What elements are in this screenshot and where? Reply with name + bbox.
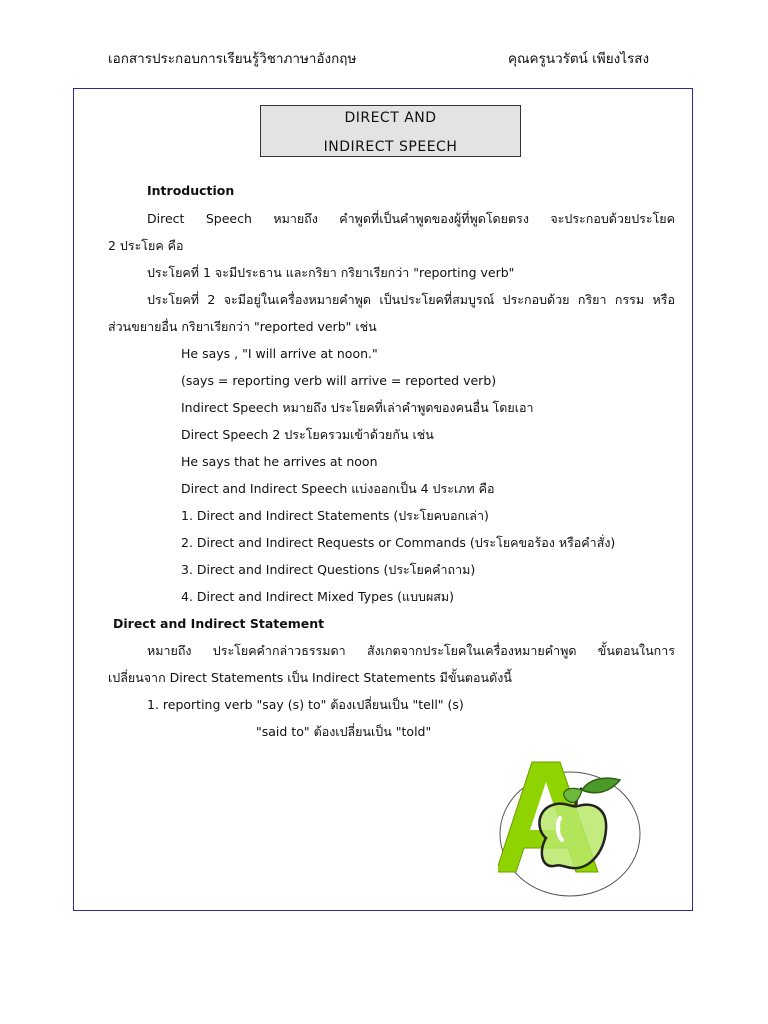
rule-1: 1. reporting verb "say (s) to" ต้องเปลี่ยนเป็น "tell" (s) bbox=[147, 697, 464, 712]
sentence-2-line-2: ส่วนขยายอื่น กริยาเรียกว่า "reported verb" เช่น bbox=[108, 319, 377, 334]
types-intro: Direct and Indirect Speech แบ่งออกเป็น 4 ประเภท คือ bbox=[181, 481, 495, 496]
type-item: 2. Direct and Indirect Requests or Commands (ประโยคขอร้อง หรือคำสั่ง) bbox=[181, 535, 616, 550]
header-left: เอกสารประกอบการเรียนรู้วิชาภาษาอังกฤษ bbox=[108, 51, 357, 67]
apple-a-logo bbox=[498, 760, 648, 900]
example-1: He says , "I will arrive at noon." bbox=[181, 346, 378, 361]
type-item: 1. Direct and Indirect Statements (ประโยคบอกเล่า) bbox=[181, 508, 489, 523]
title-line-1: DIRECT AND bbox=[344, 110, 437, 126]
example-2: (says = reporting verb will arrive = reported verb) bbox=[181, 373, 497, 388]
apple-leaf-small bbox=[564, 788, 582, 802]
intro-heading: Introduction bbox=[147, 183, 235, 198]
apple-leaf bbox=[582, 778, 620, 793]
example-4: Direct Speech 2 ประโยครวมเข้าด้วยกัน เช่น bbox=[181, 427, 434, 442]
intro-para-line-2: 2 ประโยค คือ bbox=[108, 238, 184, 253]
header-right: คุณครูนวรัตน์ เพียงไรสง bbox=[508, 51, 650, 67]
example-3: Indirect Speech หมายถึง ประโยคที่เล่าคำพูดของคนอื่น โดยเอา bbox=[181, 400, 534, 415]
type-item: 3. Direct and Indirect Questions (ประโยคคำถาม) bbox=[181, 562, 476, 577]
title-box bbox=[260, 105, 521, 157]
apple-body bbox=[539, 804, 606, 869]
intro-para-line-1: Direct Speech หมายถึง คำพูดที่เป็นคำพูดของผู้ที่พูดโดยตรง จะประกอบด้วยประโยค bbox=[147, 211, 675, 226]
statement-heading: Direct and Indirect Statement bbox=[113, 616, 325, 631]
sentence-2-line-1: ประโยคที่ 2 จะมีอยู่ในเครื่องหมายคำพูด เป็นประโยคที่สมบูรณ์ ประกอบด้วย กริยา กรรม หรือ bbox=[147, 292, 675, 307]
title-line-2: INDIRECT SPEECH bbox=[323, 139, 458, 155]
sentence-1: ประโยคที่ 1 จะมีประธาน และกริยา กริยาเรียกว่า "reporting verb" bbox=[147, 265, 515, 280]
rule-1-continued: "said to" ต้องเปลี่ยนเป็น "told" bbox=[256, 724, 432, 739]
statement-para-line-2: เปลี่ยนจาก Direct Statements เป็น Indirect Statements มีขั้นตอนดังนี้ bbox=[108, 670, 512, 685]
statement-para-line-1: หมายถึง ประโยคคำกล่าวธรรมดา สังเกตจากประโยคในเครื่องหมายคำพูด ขั้นตอนในการ bbox=[147, 643, 675, 658]
type-item: 4. Direct and Indirect Mixed Types (แบบผสม) bbox=[181, 589, 455, 604]
example-5: He says that he arrives at noon bbox=[181, 454, 378, 469]
